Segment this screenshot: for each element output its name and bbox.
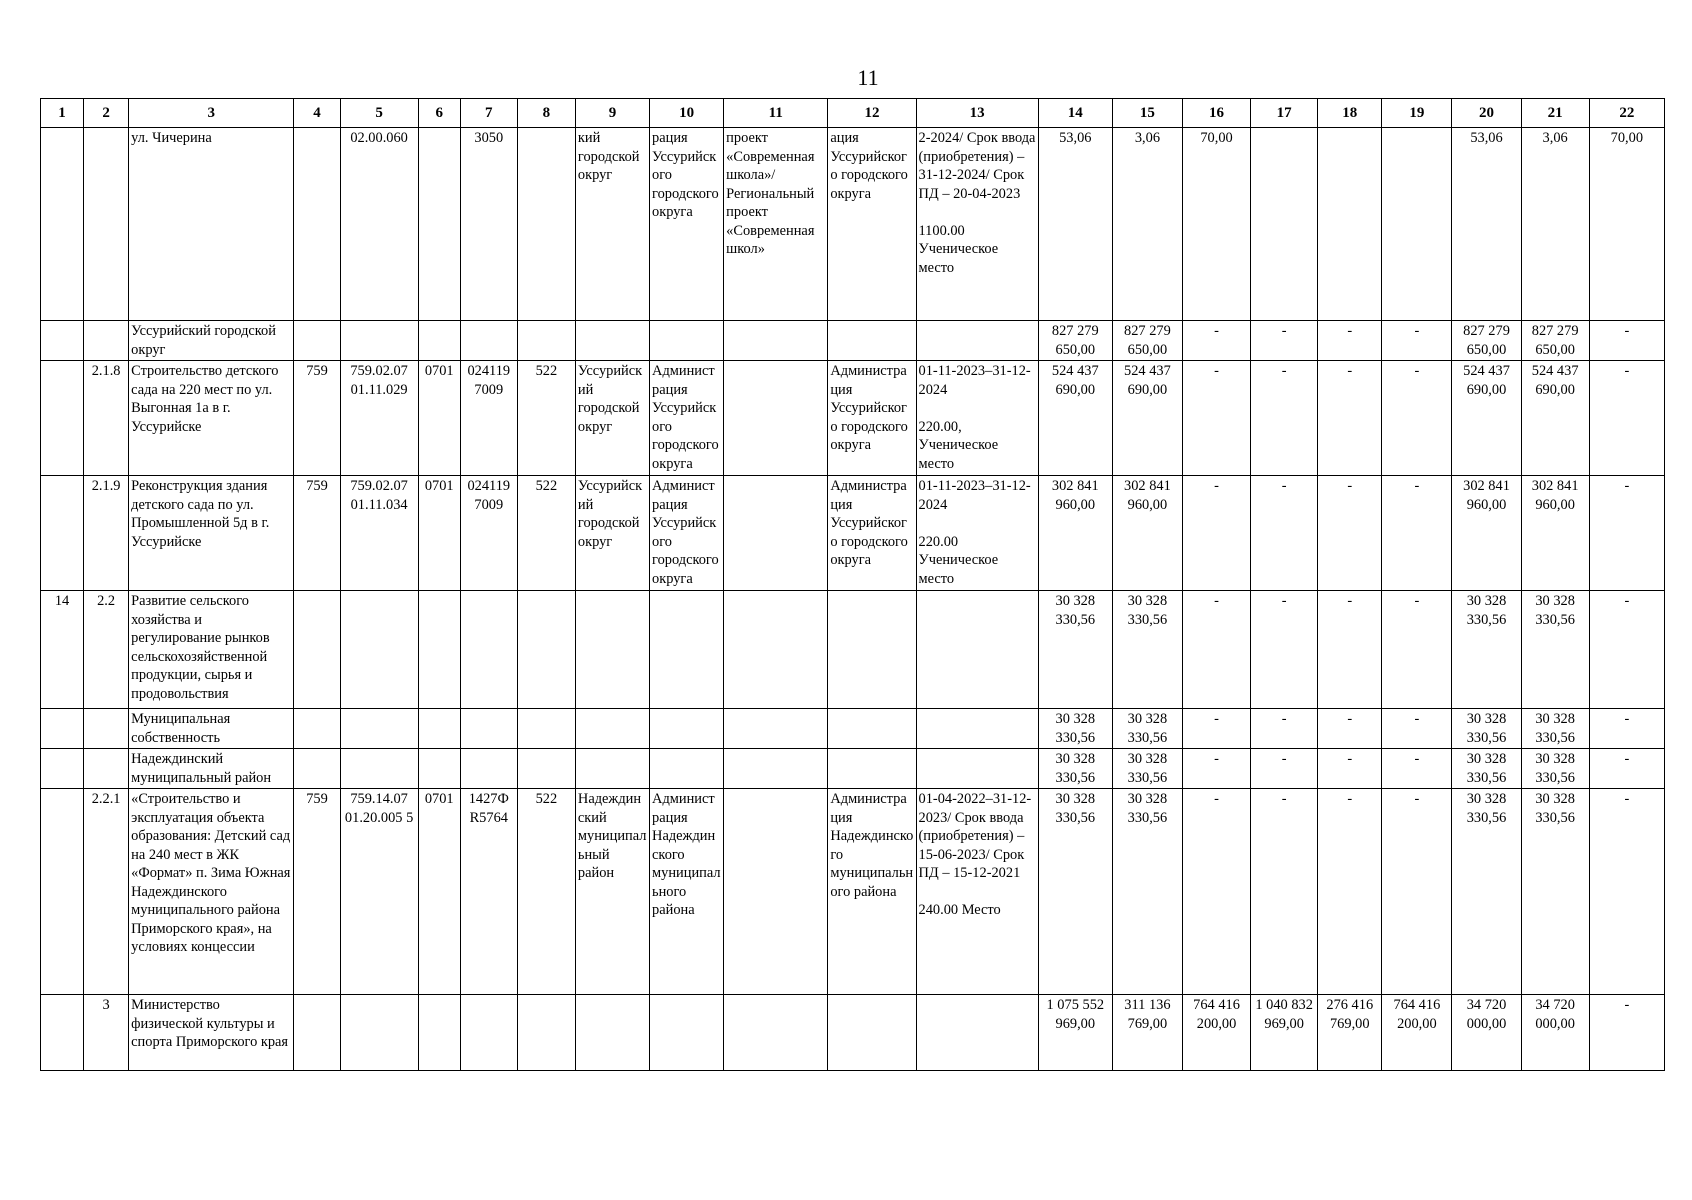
table-cell — [724, 789, 828, 995]
table-cell — [294, 709, 340, 749]
column-header: 19 — [1382, 99, 1452, 128]
table-cell: проект «Современная школа»/Региональный проект «Современная школ» — [724, 128, 828, 321]
table-cell: 2.1.9 — [84, 476, 129, 591]
table-cell — [916, 591, 1038, 709]
table-cell: - — [1251, 361, 1318, 476]
table-cell: 14 — [41, 591, 84, 709]
table-cell: 311 136 769,00 — [1112, 995, 1182, 1071]
column-header: 17 — [1251, 99, 1318, 128]
table-cell: Администрация Уссурийского городского округа — [650, 476, 724, 591]
table-cell — [916, 321, 1038, 361]
table-cell: 30 328 330,56 — [1521, 749, 1589, 789]
column-header: 5 — [340, 99, 418, 128]
table-cell: Администрация Надеждинского муниципального района — [828, 789, 916, 995]
table-cell: - — [1318, 476, 1382, 591]
table-cell — [1382, 128, 1452, 321]
table-cell: 30 328 330,56 — [1521, 709, 1589, 749]
table-cell — [41, 709, 84, 749]
table-cell: - — [1382, 789, 1452, 995]
table-cell: 764 416 200,00 — [1382, 995, 1452, 1071]
table-cell — [828, 995, 916, 1071]
table-cell: - — [1589, 476, 1664, 591]
table-cell: 30 328 330,56 — [1112, 591, 1182, 709]
table-cell: Уссурийский городской округ — [575, 476, 649, 591]
table-cell — [84, 128, 129, 321]
table-cell — [41, 321, 84, 361]
table-cell — [418, 128, 460, 321]
table-cell: - — [1182, 749, 1250, 789]
table-cell — [418, 995, 460, 1071]
table-cell — [517, 321, 575, 361]
table-cell: 524 437 690,00 — [1112, 361, 1182, 476]
table-cell: - — [1589, 591, 1664, 709]
table-cell: 759 — [294, 476, 340, 591]
table-cell — [517, 749, 575, 789]
table-cell — [828, 709, 916, 749]
table-cell — [418, 709, 460, 749]
table-row — [41, 321, 1665, 361]
table-cell: 30 328 330,56 — [1112, 709, 1182, 749]
table-cell — [650, 749, 724, 789]
table-cell: - — [1589, 709, 1664, 749]
table-row — [41, 709, 1665, 749]
table-cell — [340, 749, 418, 789]
table-cell: - — [1382, 709, 1452, 749]
table-cell: - — [1251, 321, 1318, 361]
table-cell — [460, 995, 517, 1071]
table-cell — [41, 995, 84, 1071]
table-cell — [828, 749, 916, 789]
table-cell: - — [1382, 749, 1452, 789]
table-cell: 30 328 330,56 — [1452, 749, 1521, 789]
table-cell — [828, 321, 916, 361]
table-cell: - — [1382, 476, 1452, 591]
table-cell: - — [1589, 789, 1664, 995]
table-cell — [517, 591, 575, 709]
table-cell: 302 841 960,00 — [1452, 476, 1521, 591]
table-cell: 30 328 330,56 — [1038, 789, 1112, 995]
table-cell — [294, 128, 340, 321]
table-cell — [575, 995, 649, 1071]
table-cell: 3,06 — [1112, 128, 1182, 321]
table-cell: 30 328 330,56 — [1521, 591, 1589, 709]
table-cell — [41, 789, 84, 995]
column-header: 16 — [1182, 99, 1250, 128]
table-cell: - — [1182, 321, 1250, 361]
table-cell — [294, 321, 340, 361]
table-cell: - — [1382, 321, 1452, 361]
table-cell: Администрация Уссурийского городского округа — [828, 361, 916, 476]
table-cell — [575, 709, 649, 749]
table-cell: 30 328 330,56 — [1112, 749, 1182, 789]
table-cell: 3 — [84, 995, 129, 1071]
column-header: 8 — [517, 99, 575, 128]
table-cell — [724, 995, 828, 1071]
table-cell — [418, 749, 460, 789]
table-cell: 024119 7009 — [460, 361, 517, 476]
table-cell: Министерство физической культуры и спорта Приморского края — [129, 995, 294, 1071]
column-header: 13 — [916, 99, 1038, 128]
table-cell — [460, 749, 517, 789]
table-cell — [650, 591, 724, 709]
table-cell: Муниципальная собственность — [129, 709, 294, 749]
table-cell — [650, 321, 724, 361]
table-cell — [84, 749, 129, 789]
table-cell — [575, 749, 649, 789]
table-cell — [517, 128, 575, 321]
table-cell: 2-2024/ Срок ввода (приобретения) – 31-12-2024/ Срок ПД – 20-04-2023 1100.00 Ученическое место — [916, 128, 1038, 321]
table-cell: 522 — [517, 361, 575, 476]
table-cell: 70,00 — [1589, 128, 1664, 321]
table-row — [41, 476, 1665, 591]
table-cell: 524 437 690,00 — [1038, 361, 1112, 476]
table-cell: - — [1318, 709, 1382, 749]
table-cell — [650, 709, 724, 749]
table-cell: 0701 — [418, 476, 460, 591]
table-cell — [460, 709, 517, 749]
column-header: 12 — [828, 99, 916, 128]
table-cell: 01-11-2023–31-12-2024 220.00 Ученическое место — [916, 476, 1038, 591]
table-cell — [916, 709, 1038, 749]
table-cell: 827 279 650,00 — [1452, 321, 1521, 361]
table-cell — [916, 995, 1038, 1071]
table-cell: Надеждинский муниципальный район — [575, 789, 649, 995]
table-cell — [418, 591, 460, 709]
table-cell: - — [1589, 361, 1664, 476]
table-cell: 524 437 690,00 — [1452, 361, 1521, 476]
table-cell — [84, 321, 129, 361]
table-cell — [1251, 128, 1318, 321]
table-cell: - — [1182, 591, 1250, 709]
table-row — [41, 128, 1665, 321]
column-header: 14 — [1038, 99, 1112, 128]
table-cell — [294, 749, 340, 789]
table-cell: кий городской округ — [575, 128, 649, 321]
table-cell — [294, 591, 340, 709]
table-cell: 1427Ф R5764 — [460, 789, 517, 995]
column-header: 2 — [84, 99, 129, 128]
table-cell: 524 437 690,00 — [1521, 361, 1589, 476]
column-header: 18 — [1318, 99, 1382, 128]
table-cell: - — [1251, 789, 1318, 995]
table-cell: Строительство детского сада на 220 мест по ул. Выгонная 1а в г. Уссурийске — [129, 361, 294, 476]
table-cell: - — [1318, 361, 1382, 476]
table-cell — [828, 591, 916, 709]
table-cell: - — [1182, 476, 1250, 591]
column-header: 4 — [294, 99, 340, 128]
table-cell — [340, 321, 418, 361]
table-cell: «Строительство и эксплуатация объекта образования: Детский сад на 240 мест в ЖК «Формат» п. Зима Южная Надеждинского муниципального района Приморского края», на условиях концессии — [129, 789, 294, 995]
table-cell: 0701 — [418, 361, 460, 476]
table-cell: - — [1182, 361, 1250, 476]
table-cell — [517, 995, 575, 1071]
table-cell: 30 328 330,56 — [1038, 591, 1112, 709]
table-cell: 522 — [517, 476, 575, 591]
table-cell: 302 841 960,00 — [1112, 476, 1182, 591]
table-cell: - — [1589, 749, 1664, 789]
column-header: 10 — [650, 99, 724, 128]
table-cell: 02.00.060 — [340, 128, 418, 321]
table-cell: - — [1318, 591, 1382, 709]
page-number: 11 — [857, 65, 879, 90]
table-cell — [650, 995, 724, 1071]
table-cell: 759.02.07 01.11.029 — [340, 361, 418, 476]
table-cell: 764 416 200,00 — [1182, 995, 1250, 1071]
table-cell: - — [1318, 789, 1382, 995]
table-cell: 3050 — [460, 128, 517, 321]
table-cell: - — [1589, 995, 1664, 1071]
table-cell: 53,06 — [1038, 128, 1112, 321]
table-cell: Надеждинский муниципальный район — [129, 749, 294, 789]
table-cell: 024119 7009 — [460, 476, 517, 591]
table-cell: - — [1589, 321, 1664, 361]
table-cell: 3,06 — [1521, 128, 1589, 321]
table-cell — [294, 995, 340, 1071]
table-cell: - — [1318, 749, 1382, 789]
table-cell: 01-04-2022–31-12-2023/ Срок ввода (приобретения) – 15-06-2023/ Срок ПД – 15-12-2021 240.00 Место — [916, 789, 1038, 995]
table-cell: 827 279 650,00 — [1038, 321, 1112, 361]
table-cell: 2.2 — [84, 591, 129, 709]
table-cell: 30 328 330,56 — [1521, 789, 1589, 995]
column-header: 9 — [575, 99, 649, 128]
table-row — [41, 995, 1665, 1071]
column-header: 7 — [460, 99, 517, 128]
table-cell — [460, 591, 517, 709]
table-cell — [724, 476, 828, 591]
table-cell: 522 — [517, 789, 575, 995]
table-cell: - — [1251, 476, 1318, 591]
table-cell — [575, 591, 649, 709]
table-cell — [724, 709, 828, 749]
table-cell: Администрация Уссурийского городского округа — [650, 361, 724, 476]
table-cell — [1318, 128, 1382, 321]
table-cell: - — [1251, 591, 1318, 709]
table-cell: 30 328 330,56 — [1038, 709, 1112, 749]
table-cell: 759 — [294, 789, 340, 995]
table-cell: 53,06 — [1452, 128, 1521, 321]
table-cell: 302 841 960,00 — [1038, 476, 1112, 591]
column-header: 1 — [41, 99, 84, 128]
table-cell: 2.1.8 — [84, 361, 129, 476]
table-row — [41, 361, 1665, 476]
table-cell: 30 328 330,56 — [1452, 709, 1521, 749]
table-cell: 0701 — [418, 789, 460, 995]
table-cell — [41, 749, 84, 789]
table-cell — [724, 749, 828, 789]
table-cell: ул. Чичерина — [129, 128, 294, 321]
table-cell: Развитие сельского хозяйства и регулирование рынков сельскохозяйственной продукции, сырья и продовольствия — [129, 591, 294, 709]
table-cell: Уссурийский городской округ — [575, 361, 649, 476]
table-cell: - — [1251, 749, 1318, 789]
table-cell: - — [1251, 709, 1318, 749]
column-header: 22 — [1589, 99, 1664, 128]
table-cell: рация Уссурийского городского округа — [650, 128, 724, 321]
table-cell: 1 075 552 969,00 — [1038, 995, 1112, 1071]
table-cell — [575, 321, 649, 361]
table-cell: 30 328 330,56 — [1452, 591, 1521, 709]
table-cell: 1 040 832 969,00 — [1251, 995, 1318, 1071]
table-cell: 30 328 330,56 — [1112, 789, 1182, 995]
column-header: 15 — [1112, 99, 1182, 128]
table-cell: - — [1382, 591, 1452, 709]
column-header: 20 — [1452, 99, 1521, 128]
table-cell — [517, 709, 575, 749]
table-cell — [340, 709, 418, 749]
table-cell: 302 841 960,00 — [1521, 476, 1589, 591]
table-row — [41, 591, 1665, 709]
table-cell: 01-11-2023–31-12-2024 220.00, Ученическое место — [916, 361, 1038, 476]
table-cell — [724, 361, 828, 476]
table-cell: - — [1382, 361, 1452, 476]
table-cell — [41, 476, 84, 591]
column-header: 21 — [1521, 99, 1589, 128]
table-cell: Администрация Уссурийского городского округа — [828, 476, 916, 591]
table-cell: 34 720 000,00 — [1452, 995, 1521, 1071]
table-cell — [418, 321, 460, 361]
table-cell — [340, 995, 418, 1071]
table-cell — [41, 361, 84, 476]
table-cell: Реконструкция здания детского сада по ул. Промышленной 5д в г. Уссурийске — [129, 476, 294, 591]
table-cell: 34 720 000,00 — [1521, 995, 1589, 1071]
table-cell — [84, 709, 129, 749]
column-header: 3 — [129, 99, 294, 128]
table-cell: 30 328 330,56 — [1452, 789, 1521, 995]
table-row — [41, 749, 1665, 789]
table-cell: 759 — [294, 361, 340, 476]
table-cell: - — [1182, 709, 1250, 749]
table-cell: 827 279 650,00 — [1521, 321, 1589, 361]
table-cell: Уссурийский городской округ — [129, 321, 294, 361]
table-cell — [916, 749, 1038, 789]
table-cell — [41, 128, 84, 321]
table-cell: 759.02.07 01.11.034 — [340, 476, 418, 591]
column-header: 11 — [724, 99, 828, 128]
table-cell: 827 279 650,00 — [1112, 321, 1182, 361]
table-cell — [724, 591, 828, 709]
table-cell: ация Уссурийского городского округа — [828, 128, 916, 321]
table-cell — [460, 321, 517, 361]
header-row — [41, 99, 1665, 128]
table-cell: 2.2.1 — [84, 789, 129, 995]
table-cell: 759.14.07 01.20.005 5 — [340, 789, 418, 995]
table-cell — [340, 591, 418, 709]
budget-table — [40, 98, 1665, 1071]
table-cell: 70,00 — [1182, 128, 1250, 321]
table-cell — [724, 321, 828, 361]
table-cell: 276 416 769,00 — [1318, 995, 1382, 1071]
table-cell: Администрация Надеждинского муниципального района — [650, 789, 724, 995]
table-cell: 30 328 330,56 — [1038, 749, 1112, 789]
table-row — [41, 789, 1665, 995]
table-cell: - — [1318, 321, 1382, 361]
table-cell: - — [1182, 789, 1250, 995]
column-header: 6 — [418, 99, 460, 128]
